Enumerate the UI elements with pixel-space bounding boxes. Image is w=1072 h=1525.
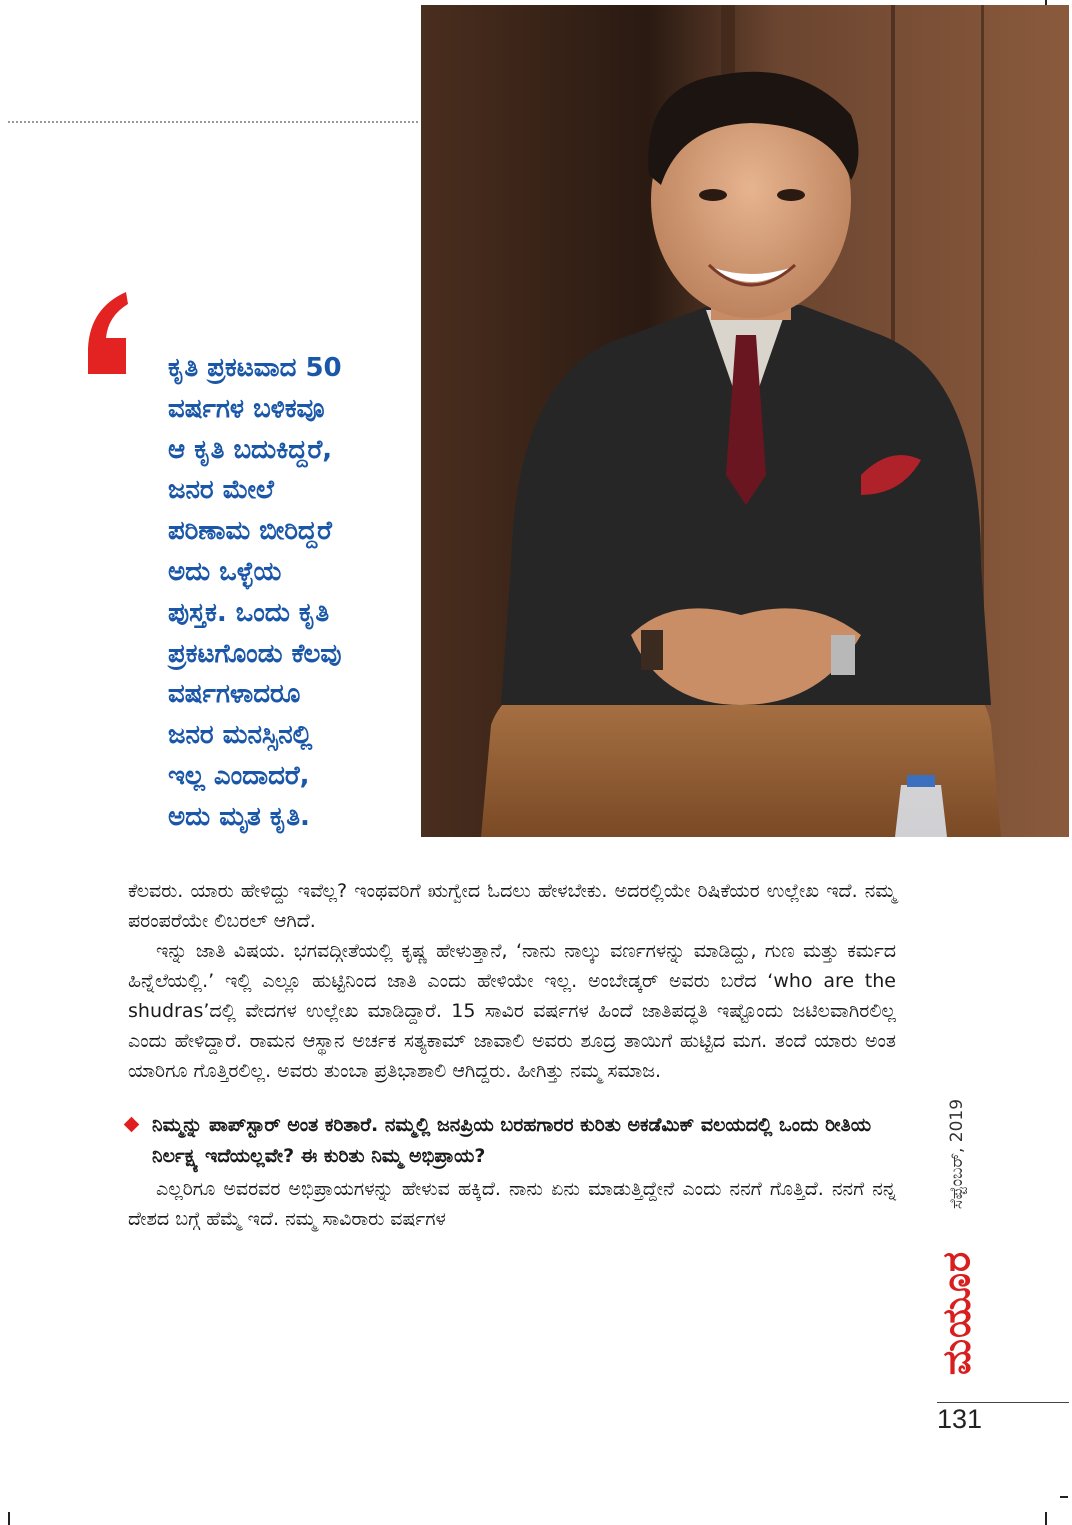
pull-quote-line: ಜನರ ಮೇಲೆ: [168, 475, 274, 506]
crop-mark-bottom-right-h: [1060, 1496, 1068, 1498]
issue-date-text: ಸೆಪ್ಟೆಂಬರ್, 2019: [947, 1098, 967, 1210]
article-body: [128, 876, 896, 1234]
pull-quote-line: ಅದು ಒಳ್ಳೆಯ: [168, 556, 282, 587]
pull-quote-line: ವರ್ಷಗಳಾದರೂ: [168, 679, 301, 710]
pull-quote-line: ವರ್ಷಗಳ ಬಳಿಕವೂ: [168, 393, 325, 424]
pull-quote: [168, 348, 418, 838]
crop-mark-bottom-right-v: [1045, 1512, 1047, 1525]
pull-quote-line: ಅದು ಮೃತ ಕೃತಿ.: [168, 801, 310, 832]
pull-quote-line: ಜನರ ಮನಸ್ಸಿನಲ್ಲಿ: [168, 720, 313, 751]
red-diamond-bullet-icon: [124, 1117, 140, 1133]
interview-question-text: ನಿಮ್ಮನ್ನು ಪಾಪ್‌ಸ್ಟಾರ್ ಅಂತ ಕರಿತಾರೆ. ನಮ್ಮಲ್ಲಿ ಜನಪ್ರಿಯ ಬರಹಗಾರರ ಕುರಿತು ಅಕಡೆಮಿಕ್ ವಲಯದಲ್ಲಿ ಒಂದು ರೀತಿಯ ನಿರ್ಲಕ್ಷ್ಯ ಇದೆಯಲ್ಲವೇ? ಈ ಕುರಿತು ನಿಮ್ಮ ಅಭಿಪ್ರಾಯ?: [152, 1114, 872, 1167]
article-paragraph: ಎಲ್ಲರಿಗೂ ಅವರವರ ಅಭಿಪ್ರಾಯಗಳನ್ನು ಹೇಳುವ ಹಕ್ಕಿದೆ. ನಾನು ಏನು ಮಾಡುತ್ತಿದ್ದೇನೆ ಎಂದು ನನಗೆ ಗೊತ್ತಿದೆ. ನನಗೆ ನನ್ನ ದೇಶದ ಬಗ್ಗೆ ಹೆಮ್ಮೆ ಇದೆ. ನಮ್ಮ ಸಾವಿರಾರು ವರ್ಷಗಳ: [128, 1178, 896, 1230]
crop-mark-bottom-left: [8, 1512, 10, 1525]
pull-quote-line: ಪುಸ್ತಕ. ಒಂದು ಕೃತಿ: [168, 597, 330, 628]
article-paragraph: ಇನ್ನು ಜಾತಿ ವಿಷಯ. ಭಗವದ್ಗೀತೆಯಲ್ಲಿ ಕೃಷ್ಣ ಹೇಳುತ್ತಾನೆ, ‘ನಾನು ನಾಲ್ಕು ವರ್ಣಗಳನ್ನು ಮಾಡಿದ್ದು, ಗುಣ ಮತ್ತು ಕರ್ಮದ ಹಿನ್ನೆಲೆಯಲ್ಲಿ.’ ಇಲ್ಲಿ ಎಲ್ಲೂ ಹುಟ್ಟಿನಿಂದ ಜಾತಿ ಎಂದು ಹೇಳಿಯೇ ಇಲ್ಲ. ಅಂಬೇಡ್ಕರ್ ಅವರು ಬರೆದ ‘who are the shudras’ದಲ್ಲಿ ವೇದಗಳ ಉಲ್ಲೇಖ ಮಾಡಿದ್ದಾರೆ. 15 ಸಾವಿರ ವರ್ಷಗಳ ಹಿಂದೆ ಜಾತಿಪದ್ಧತಿ ಇಷ್ಟೊಂದು ಜಟಿಲವಾಗಿರಲಿಲ್ಲ ಎಂದು ಹೇಳಿದ್ದಾರೆ. ರಾಮನ ಆಸ್ಥಾನ ಅರ್ಚಕ ಸತ್ಯಕಾಮ್ ಜಾವಾಲಿ ಅವರು ಶೂದ್ರ ತಾಯಿಗೆ ಹುಟ್ಟಿದ ಮಗ. ತಂದೆ ಯಾರು ಅಂತ ಯಾರಿಗೂ ಗೊತ್ತಿರಲಿಲ್ಲ. ಅವರು ತುಂಬಾ ಪ್ರತಿಭಾಶಾಲಿ ಆಗಿದ್ದರು. ಹೀಗಿತ್ತು ನಮ್ಮ ಸಮಾಜ.: [128, 940, 896, 1082]
magazine-masthead: [935, 1228, 979, 1398]
author-photo: [421, 5, 1069, 837]
page-number: 131: [937, 1404, 983, 1434]
pull-quote-line: ಪರಿಣಾಮ ಬೀರಿದ್ದರೆ: [168, 516, 332, 547]
pull-quote-line: ಇಲ್ಲ ಎಂದಾದರೆ,: [168, 760, 310, 791]
issue-date: [942, 1084, 972, 1224]
interview-question: [128, 1110, 896, 1172]
pull-quote-line: ಪ್ರಕಟಗೊಂಡು ಕೆಲವು: [168, 638, 342, 669]
article-paragraph: ಕೆಲವರು. ಯಾರು ಹೇಳಿದ್ದು ಇವೆಲ್ಲ? ಇಂಥವರಿಗೆ ಋಗ್ವೇದ ಓದಲು ಹೇಳಬೇಕು. ಅದರಲ್ಲಿಯೇ ರಿಷಿಕೆಯರ ಉಲ್ಲೇಖ ಇದೆ. ನಮ್ಮ ಪರಂಪರೆಯೇ ಲಿಬರಲ್ ಆಗಿದೆ.: [128, 880, 896, 932]
pull-quote-line: ಆ ಕೃತಿ ಬದುಕಿದ್ದರೆ,: [168, 434, 333, 465]
pull-quote-line: ಕೃತಿ ಪ್ರಕಟವಾದ 50: [168, 353, 342, 383]
quote-mark-icon: [82, 290, 132, 380]
dotted-divider: [8, 121, 418, 123]
masthead-text: ಮಯೂರ: [934, 1250, 979, 1376]
